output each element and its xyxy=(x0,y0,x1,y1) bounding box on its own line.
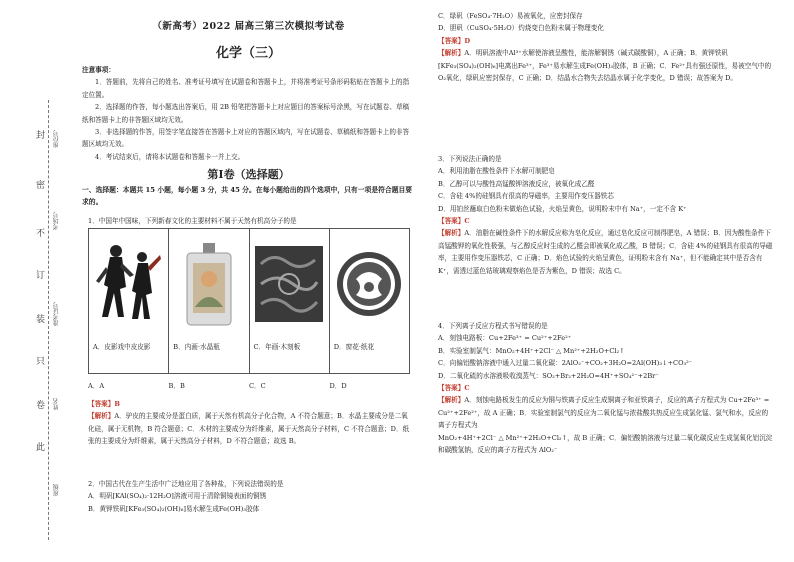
shadow-puppet-image xyxy=(89,229,168,339)
question-4-option: B．实验室制氯气：MnO₂+4H⁺+2Cl⁻ △ Mn²⁺+2H₂O+Cl₂↑ xyxy=(438,346,625,355)
question-1-stem: 1．中国年中国味，下列新春文化的主要材料不属于天然有机高分子的是 xyxy=(88,217,297,225)
question-2-continued xyxy=(438,10,773,84)
option-b-cell xyxy=(169,229,249,374)
question-3 xyxy=(438,153,773,277)
question-4-option: C．向偏铝酸钠溶液中通入过量二氧化碳：2AlO₂⁻+CO₂+3H₂O=2Al(OH)₃↓+CO₃²⁻ xyxy=(438,359,693,368)
notice-item: 4．考试结束后，请将本试题卷和答题卡一并上交。 xyxy=(95,152,245,161)
admission-number-field: 准考证号 xyxy=(53,302,60,326)
analysis-label: 【解析】 xyxy=(438,229,465,238)
notice-item: 3．非选择题的作答，用签字笔直接答在答题卡上对应的答题区域内，写在试题卷、草稿纸和答题卡上的非答题区域均无效。 xyxy=(82,128,410,149)
notice-item: 2．选择题的作答，每小题选出答案后，用 2B 铅笔把答题卡上对应题目的答案标号涂黑，写在试题卷、草稿纸和答题卡上的非答题区域均无效。 xyxy=(82,103,410,124)
answer-label: 【答案】 xyxy=(438,36,465,45)
binding-char: 密 xyxy=(36,181,46,191)
notice-item: 1．答题前，先将自己的姓名、准考证号填写在试题卷和答题卡上，并将准考证号条形码粘贴在答题卡上的指定位置。 xyxy=(82,78,410,99)
option-c-cell xyxy=(249,229,329,374)
analysis-label: 【解析】 xyxy=(88,412,115,421)
seat-number-field: 座位号 xyxy=(53,130,60,148)
answer-value: C xyxy=(464,384,470,393)
option-b[interactable]: B．B xyxy=(168,382,185,390)
exam-title: （新高考）2022 届高三第三次模拟考试卷 xyxy=(152,21,345,32)
analysis-text: A．明矾溶液中Al³⁺水解使溶液呈酸性，能溶解铜锈（碱式碳酸铜），A 正确；B．黄钾铁矾[KFe₃(SO₄)₂(OH)₆]电离出Fe³⁺，Fe³⁺易水解生成Fe(OH)₃胶体，B 正确；C．Fe²⁺具有强还原性，易被空气中的O₂氧化，绿矾应密封保存，C 正确；D．结晶水合物失去结晶水属于化学变化，D 错误；故答案为 D。 xyxy=(438,49,772,83)
option-d-caption: D．窗花·纸花 xyxy=(333,343,375,351)
analysis-label: 【解析】 xyxy=(438,396,465,405)
option-a-cell xyxy=(89,229,169,374)
question-4-option: D．二氧化硫的水溶液吸收溴蒸气：SO₂+Br₂+2H₂O=4H⁺+SO₄²⁻+2Br⁻ xyxy=(438,371,659,380)
analysis-text: A．驴皮的主要成分是蛋白质，属于天然有机高分子化合物，A 不符合题意；B．水晶主要成分是二氧化硅，属于无机物，B 符合题意；C．木材的主要成分为纤维素，属于天然高分子材料，C 不符合题意；D．纸张的主要成分为纤维素，属于天然高分子材料，D 不符合题意；故选 B。 xyxy=(88,412,410,446)
question-3-option: B．乙醇可以与酸性高锰酸钾溶液反应，被氧化成乙醛 xyxy=(438,179,595,188)
analysis-text: A．刻蚀电路板发生的反应为铜与铁离子反应生成铜离子和亚铁离子，反应的离子方程式为 Cu+2Fe³⁺ = Cu²⁺+2Fe²⁺，故 A 正确；B．实验室制氯气的反应为二氧化锰与浓盐酸共热反应生成氯化锰、氯气和水，反应的离子方程式为 xyxy=(438,396,770,430)
option-a[interactable]: A．A xyxy=(88,382,105,390)
question-1-image-table xyxy=(88,228,410,374)
answer-label: 【答案】 xyxy=(438,217,465,226)
question-4-stem: 4．下列离子反应方程式书写错误的是 xyxy=(438,322,548,330)
question-2-option-a: A．明矾[KAl(SO₄)₂·12H₂O]溶液可用于清除铜镜表面的铜锈 xyxy=(88,492,267,501)
question-1-options xyxy=(88,380,410,390)
class-field: 班级 xyxy=(53,484,60,496)
notice-heading: 注意事项： xyxy=(82,66,115,74)
section-intro: 一、选择题：本题共 15 小题，每小题 3 分，共 45 分。在每小题给出的四个选项中，只有一项是符合题目要求的。 xyxy=(82,186,413,207)
question-2 xyxy=(88,478,413,515)
woodblock-image xyxy=(250,229,329,339)
name-field: 姓名 xyxy=(53,398,60,410)
analysis-label: 【解析】 xyxy=(438,49,465,58)
option-c[interactable]: C．C xyxy=(249,382,266,390)
answer-label: 【答案】 xyxy=(438,384,465,393)
analysis-text: A．油脂在碱性条件下的水解反应称为皂化反应，通过皂化反应可制得肥皂，A 错误；B．因为酸性条件下高锰酸钾的氧化性极强，与乙醇反应时生成的乙醛会即被氧化成乙酸，B 错误；C．含硅 4%的硅钢具有很高的导磁率，主要用作变压器铁芯，C 正确；D．焰色试验的火焰呈黄色，证明粉末含有 Na⁺，但不能确定其中是否含有 K⁺，需透过蓝色钴玻璃观察焰色是否为紫色，D 错误；故选 C。 xyxy=(438,229,773,275)
binding-char: 此 xyxy=(36,443,46,453)
question-2-option-c: C．绿矾（FeSO₄·7H₂O）易被氧化，应密封保存 xyxy=(438,12,583,20)
question-2-stem: 2．中国古代在生产生活中广泛地应用了各种盐，下列说法错误的是 xyxy=(88,480,284,488)
question-2-option-b: B．黄钾铁矾[KFe₃(SO₄)₂(OH)₆]易水解生成Fe(OH)₃胶体 xyxy=(88,504,260,513)
option-d[interactable]: D．D xyxy=(329,382,347,390)
answer-value: B xyxy=(114,400,120,408)
question-1-answer xyxy=(88,398,413,448)
binding-char: 订 xyxy=(36,271,46,281)
question-3-option: D．用铂丝蘸取白色粉末做焰色试验，火焰呈黄色，说明粉末中有 Na⁺，一定不含 K⁺ xyxy=(438,204,687,213)
binding-char: 只 xyxy=(36,357,46,367)
option-c-caption: C．年画·木刻板 xyxy=(253,343,301,351)
binding-dashed-line xyxy=(48,100,49,540)
notice-block xyxy=(82,64,415,163)
binding-char: 装 xyxy=(36,315,46,325)
exam-room-field: 考场号 xyxy=(53,212,60,230)
analysis-text: MnO₂+4H⁺+2Cl⁻ △ Mn²⁺+2H₂O+Cl₂↑，故 B 正确；C．偏铝酸钠溶液与过量二氧化碳反应生成氢氧化铝沉淀和碳酸氢钠，反应的离子方程式为 AlO₂⁻ xyxy=(438,433,773,455)
paper-cut-image xyxy=(330,229,409,339)
binding-char: 卷 xyxy=(36,401,46,411)
question-3-stem: 3．下列说法正确的是 xyxy=(438,155,502,163)
option-b-caption: B．内画·水晶瓶 xyxy=(173,343,220,351)
crystal-bottle-image xyxy=(169,229,248,339)
answer-value: D xyxy=(464,36,471,45)
option-d-cell xyxy=(329,229,409,374)
question-2-option-d: D．胆矾（CuSO₄·5H₂O）灼烧变白色粉末属于物理变化 xyxy=(438,24,604,33)
question-4-option: A．刻蚀电路板：Cu+2Fe³⁺ = Cu²⁺+2Fe²⁺ xyxy=(438,334,572,343)
option-a-caption: A．皮影戏中皮皮影 xyxy=(93,343,151,351)
answer-value: C xyxy=(464,217,470,226)
subject-title: 化学（三） xyxy=(215,46,281,61)
question-3-option: C．含硅 4%的硅钢具有很高的导磁率，主要用作变压器铁芯 xyxy=(438,192,614,201)
section-title: 第Ⅰ卷（选择题） xyxy=(207,168,290,181)
answer-label: 【答案】 xyxy=(88,400,115,408)
binding-char: 不 xyxy=(36,229,46,239)
question-4 xyxy=(438,320,773,456)
binding-char: 封 xyxy=(36,131,46,141)
question-3-option: A．利用油脂在酸性条件下水解可制肥皂 xyxy=(438,167,555,176)
